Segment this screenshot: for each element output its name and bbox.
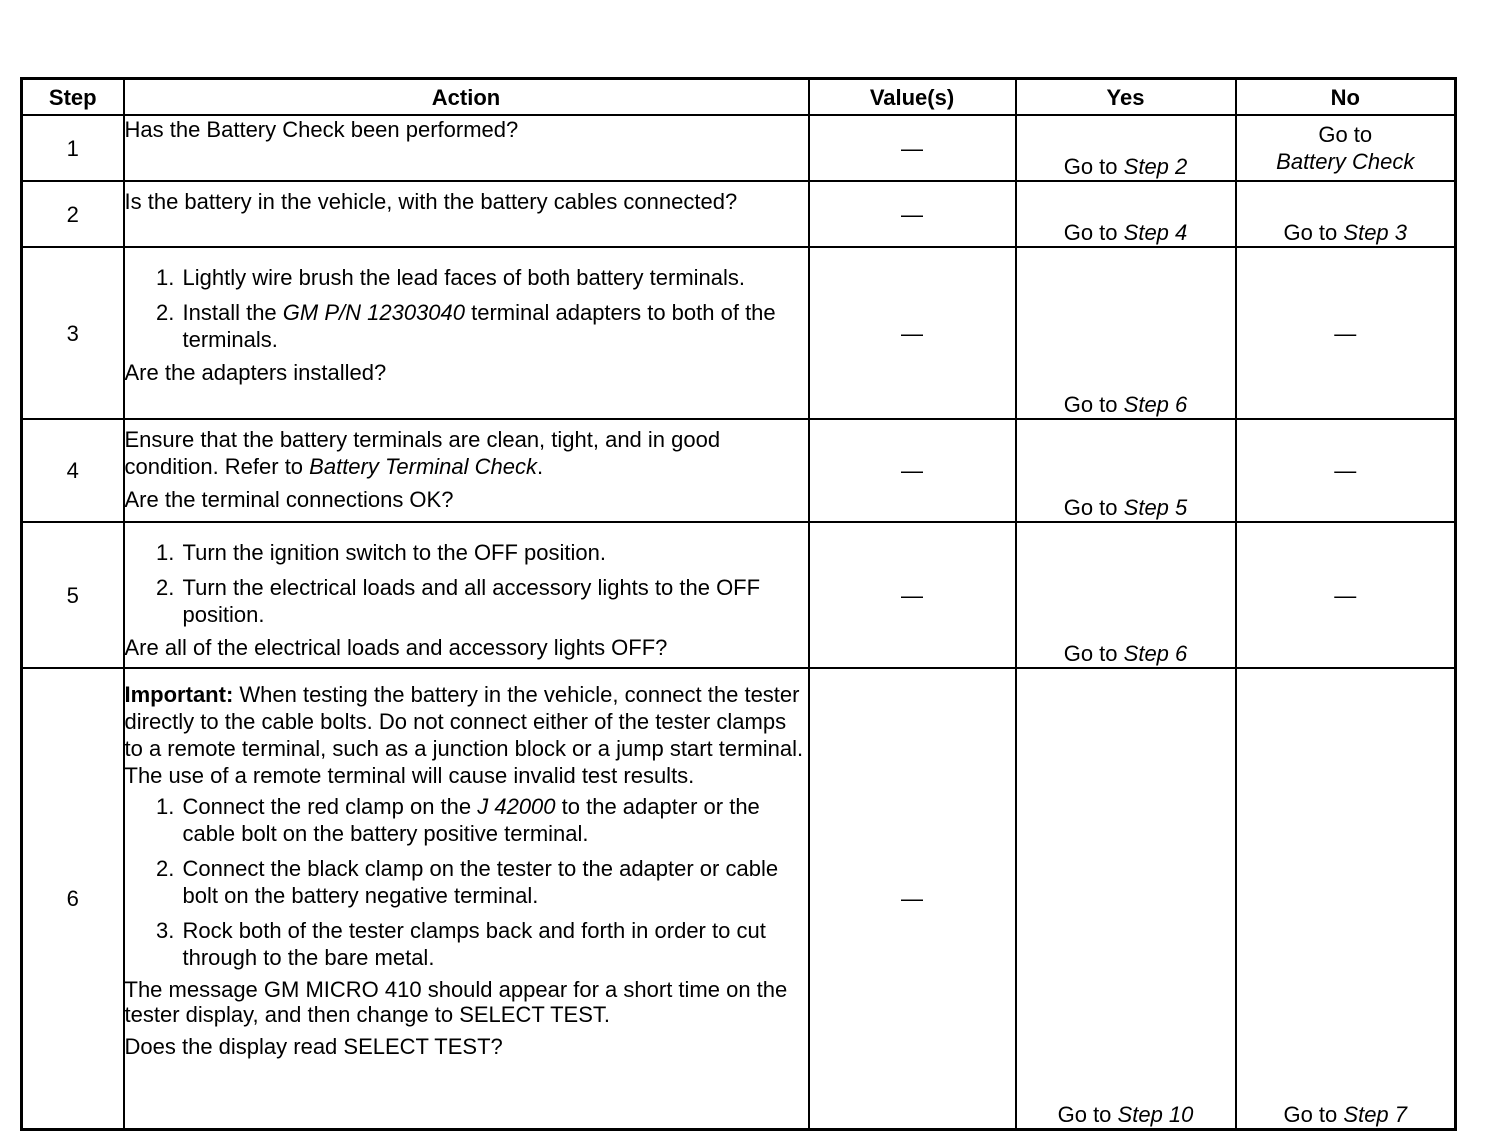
procedure-item [181, 264, 808, 291]
action-cell [124, 522, 809, 668]
yes-step-link[interactable]: Step 10 [1117, 1101, 1194, 1127]
action-text-body: . [537, 454, 544, 479]
value-cell: — [809, 522, 1016, 668]
no-cell: — [1236, 247, 1456, 419]
header-values: Value(s) [809, 79, 1016, 116]
action-cell [124, 115, 809, 181]
procedure-list [125, 264, 808, 353]
yes-cell [1016, 181, 1236, 247]
step-number: 6 [22, 668, 124, 1129]
procedure-item [181, 299, 808, 353]
table-row [22, 115, 1456, 181]
goto-text: Go to [1318, 122, 1373, 147]
step-number: 3 [22, 247, 124, 419]
goto-text: Go to [1063, 392, 1118, 417]
yes-cell [1016, 247, 1236, 419]
action-text-body: Ensure that the battery terminals are clean, tight, and in good condition. Refer to [124, 427, 721, 479]
yes-step-link[interactable]: Step 5 [1123, 495, 1188, 520]
procedure-item [181, 539, 808, 566]
no-step-link[interactable]: Step 3 [1343, 220, 1408, 245]
procedure-list [125, 793, 808, 971]
procedure-item [181, 855, 808, 909]
no-cell [1236, 115, 1456, 181]
action-question: Are all of the electrical loads and accessory lights OFF? [124, 635, 668, 660]
battery-terminal-check-link[interactable]: Battery Terminal Check [309, 454, 538, 479]
procedure-text: Lightly wire brush the lead faces of both battery terminals. [182, 265, 746, 290]
action-cell [124, 419, 809, 522]
action-cell [124, 668, 809, 1129]
message-text: The message GM MICRO 410 should appear for a short time on the tester display, and then change to SELECT TEST. [124, 977, 788, 1027]
table-row [22, 419, 1456, 522]
important-note [125, 681, 808, 789]
goto-text: Go to [1063, 641, 1118, 666]
step-number: 5 [22, 522, 124, 668]
header-action: Action [124, 79, 809, 116]
yes-step-link[interactable]: Step 6 [1123, 392, 1188, 417]
procedure-text: Rock both of the tester clamps back and forth in order to cut through to the bare metal. [182, 918, 766, 970]
action-cell [124, 247, 809, 419]
no-step-link[interactable]: Battery Check [1276, 149, 1415, 174]
value-cell: — [809, 181, 1016, 247]
no-cell [1236, 181, 1456, 247]
tool-ref: J 42000 [477, 794, 556, 819]
header-step: Step [22, 79, 124, 116]
yes-cell [1016, 522, 1236, 668]
action-question: Are the terminal connections OK? [124, 487, 454, 512]
yes-step-link[interactable]: Step 6 [1123, 641, 1188, 666]
action-question: Are the adapters installed? [124, 360, 387, 385]
no-cell: — [1236, 419, 1456, 522]
no-cell: — [1236, 522, 1456, 668]
procedure-item [181, 574, 808, 628]
procedure-text: Connect the red clamp on the [182, 794, 478, 819]
table-row [22, 247, 1456, 419]
important-label: Important: [124, 682, 234, 707]
goto-text: Go to [1063, 220, 1118, 245]
value-cell: — [809, 419, 1016, 522]
table-row [22, 522, 1456, 668]
table-row [22, 668, 1456, 1129]
procedure-text: Connect the black clamp on the tester to the adapter or cable bolt on the battery negative terminal. [182, 856, 779, 908]
procedure-item [181, 917, 808, 971]
value-cell: — [809, 247, 1016, 419]
action-cell [124, 181, 809, 247]
yes-step-link[interactable]: Step 2 [1123, 154, 1188, 179]
goto-text: Go to [1063, 154, 1118, 179]
value-cell: — [809, 668, 1016, 1129]
goto-text: Go to [1063, 495, 1118, 520]
important-text: When testing the battery in the vehicle, connect the tester directly to the cable bolts. Do not connect either of the tester clamps to a remote terminal, such as a junction block or a jump start terminal. The use of a remote terminal will cause invalid test results. [124, 682, 804, 788]
yes-step-link[interactable]: Step 4 [1123, 220, 1188, 245]
action-question: Has the Battery Check been performed? [124, 117, 519, 142]
action-text [125, 426, 808, 480]
procedure-list [125, 539, 808, 628]
action-question: Does the display read SELECT TEST? [124, 1034, 503, 1059]
step-number: 4 [22, 419, 124, 522]
procedure-text: terminal adapters to both of the terminals. [182, 300, 776, 352]
procedure-text: to the adapter or the cable bolt on the battery positive terminal. [182, 794, 760, 846]
procedure-item [181, 793, 808, 847]
value-cell: — [809, 115, 1016, 181]
yes-cell [1016, 115, 1236, 181]
header-no: No [1236, 79, 1456, 116]
action-question: Is the battery in the vehicle, with the battery cables connected? [124, 189, 738, 214]
yes-cell [1016, 668, 1236, 1129]
procedure-text: Turn the ignition switch to the OFF position. [182, 540, 606, 565]
step-number: 1 [22, 115, 124, 181]
header-row [22, 79, 1456, 116]
header-yes: Yes [1016, 79, 1236, 116]
goto-text: Go to [1283, 220, 1338, 245]
table-row [22, 181, 1456, 247]
goto-text: Go to [1057, 1101, 1112, 1127]
yes-cell [1016, 419, 1236, 522]
diagnostic-table [20, 77, 1457, 1131]
no-step-link[interactable]: Step 7 [1343, 1101, 1408, 1127]
procedure-text: Turn the electrical loads and all accessory lights to the OFF position. [182, 575, 761, 627]
part-number-ref: GM P/N 12303040 [282, 300, 466, 325]
goto-text: Go to [1283, 1101, 1338, 1127]
procedure-text: Install the [182, 300, 283, 325]
no-cell [1236, 668, 1456, 1129]
step-number: 2 [22, 181, 124, 247]
